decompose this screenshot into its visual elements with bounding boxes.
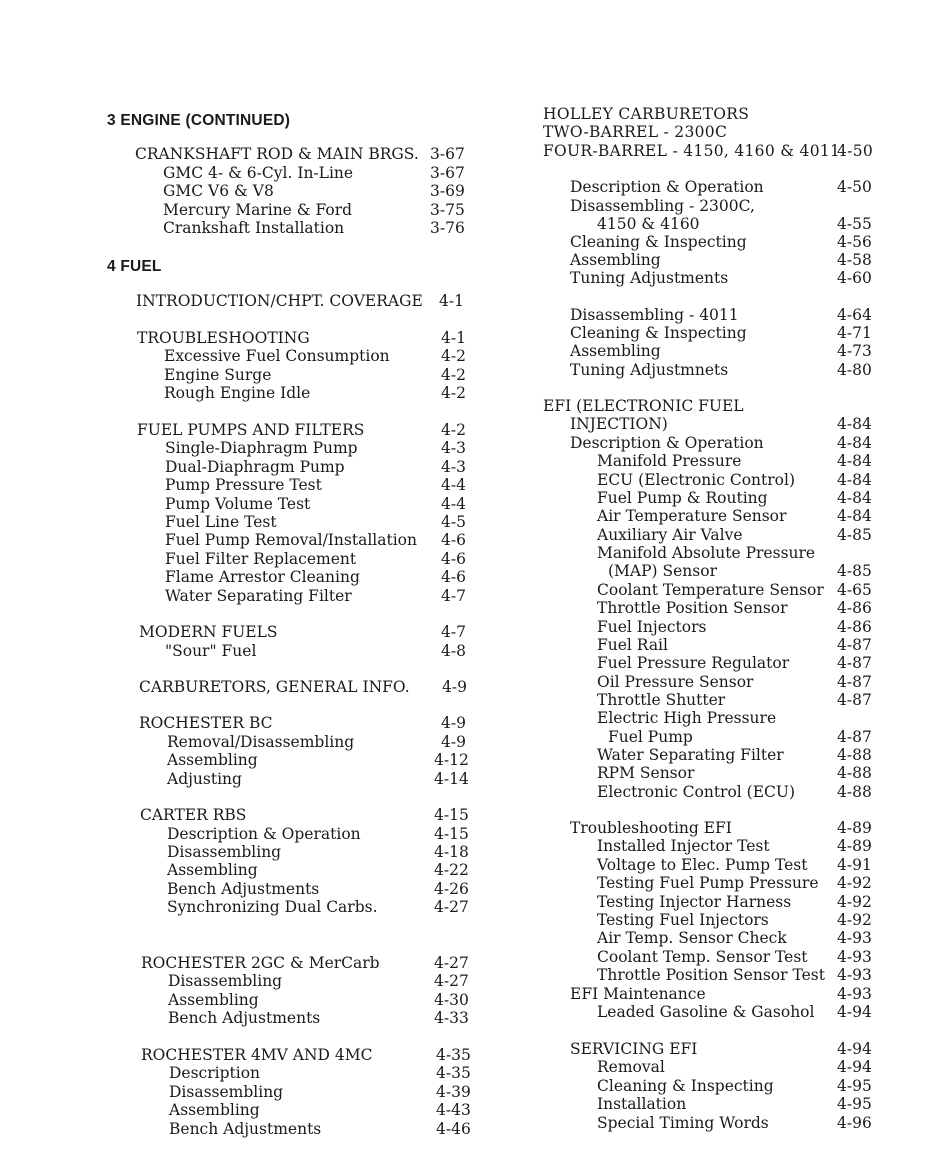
toc-entry — [597, 636, 872, 654]
page-number: 4-55 — [837, 215, 872, 233]
toc-entry — [167, 843, 469, 861]
page-number: 4-6 — [441, 550, 466, 568]
toc-entry — [165, 642, 466, 660]
toc-entry — [597, 929, 872, 947]
entry-title: Assembling — [570, 251, 661, 269]
page-number: 4-85 — [837, 526, 872, 544]
entry-title: Electronic Control (ECU) — [597, 783, 796, 801]
entry-title: 4150 & 4160 — [597, 215, 700, 233]
page-number: 4-9 — [441, 714, 466, 732]
page-number: 4-7 — [441, 587, 466, 605]
page-number: 4-84 — [837, 471, 872, 489]
entry-title: Special Timing Words — [597, 1114, 769, 1132]
entry-title: Removal/Disassembling — [167, 733, 355, 751]
entry-title: Cleaning & Inspecting — [570, 324, 747, 342]
page-number: 4-2 — [441, 366, 466, 384]
toc-entry — [597, 893, 872, 911]
toc-entry — [597, 526, 872, 544]
entry-title: Testing Fuel Injectors — [597, 911, 769, 929]
entry-title: Assembling — [570, 342, 661, 360]
toc-entry — [570, 415, 872, 433]
page-number: 4-1 — [439, 292, 464, 310]
toc-entry — [570, 233, 872, 251]
entry-title: "Sour" Fuel — [165, 642, 257, 660]
entry-title: Troubleshooting EFI — [570, 819, 732, 837]
toc-entry — [570, 361, 872, 379]
page-number: 4-2 — [441, 421, 466, 439]
toc-entry — [167, 880, 469, 898]
page-number: 4-84 — [837, 489, 872, 507]
page-number: 4-94 — [837, 1058, 872, 1076]
entry-title: Fuel Injectors — [597, 618, 707, 636]
toc-entry — [597, 489, 872, 507]
entry-title: Description & Operation — [570, 178, 764, 196]
page-number: 4-5 — [441, 513, 466, 531]
entry-title: Cleaning & Inspecting — [597, 1077, 774, 1095]
toc-entry — [163, 219, 465, 237]
page-number: 4-87 — [837, 728, 872, 746]
page-number: 4-1 — [441, 329, 466, 347]
toc-entry — [597, 618, 872, 636]
page-number: 4-92 — [837, 874, 872, 892]
page-number: 4-65 — [837, 581, 872, 599]
toc-entry — [139, 678, 467, 696]
entry-title: Installation — [597, 1095, 687, 1113]
entry-title: Throttle Position Sensor Test — [597, 966, 825, 984]
page-number: 4-26 — [434, 880, 469, 898]
entry-title: Bench Adjustments — [169, 1120, 322, 1138]
page-number: 3-67 — [430, 164, 465, 182]
entry-title: INTRODUCTION/CHPT. COVERAGE — [136, 292, 423, 310]
toc-entry — [165, 550, 466, 568]
entry-title: Air Temperature Sensor — [597, 507, 787, 525]
toc-entry — [163, 164, 465, 182]
entry-title: Mercury Marine & Ford — [163, 201, 353, 219]
page-number: 4-93 — [837, 985, 872, 1003]
toc-entry — [165, 531, 466, 549]
entry-title: Electric High Pressure — [597, 709, 777, 727]
entry-title: INJECTION) — [570, 415, 668, 433]
entry-title: Assembling — [168, 991, 259, 1009]
page-number: 4-18 — [434, 843, 469, 861]
toc-entry — [168, 972, 469, 990]
toc-entry — [167, 861, 469, 879]
entry-title: Fuel Filter Replacement — [165, 550, 357, 568]
entry-title: Description — [169, 1064, 261, 1082]
entry-title: Coolant Temp. Sensor Test — [597, 948, 808, 966]
entry-title: Fuel Line Test — [165, 513, 277, 531]
toc-entry — [164, 384, 466, 402]
toc-entry — [139, 623, 466, 641]
toc-entry — [165, 458, 466, 476]
entry-title: Throttle Position Sensor — [597, 599, 788, 617]
entry-title: Adjusting — [167, 770, 242, 788]
page-number: 4-6 — [441, 568, 466, 586]
page-number: 4-60 — [837, 269, 872, 287]
page-number: 4-92 — [837, 893, 872, 911]
page-number: 4-33 — [434, 1009, 469, 1027]
page-number: 4-71 — [837, 324, 872, 342]
page-number: 4-12 — [434, 751, 469, 769]
page-number: 4-73 — [837, 342, 872, 360]
page-number: 4-88 — [837, 746, 872, 764]
entry-title: FUEL PUMPS AND FILTERS — [137, 421, 365, 439]
page-number: 3-75 — [430, 201, 465, 219]
toc-entry — [167, 898, 469, 916]
entry-title: Single-Diaphragm Pump — [165, 439, 358, 457]
entry-title: Fuel Pump — [608, 728, 693, 746]
page-number: 4-94 — [837, 1040, 872, 1058]
page-number: 4-91 — [837, 856, 872, 874]
page-number: 4-4 — [441, 495, 466, 513]
entry-title: Cleaning & Inspecting — [570, 233, 747, 251]
toc-entry — [597, 1095, 872, 1113]
toc-entry — [139, 714, 466, 732]
toc-entry — [570, 269, 872, 287]
entry-title: CRANKSHAFT ROD & MAIN BRGS. — [135, 145, 419, 163]
section-heading: TWO-BARREL - 2300C — [543, 123, 728, 141]
page-number: 4-95 — [837, 1095, 872, 1113]
toc-entry — [165, 439, 466, 457]
page-number: 4-43 — [436, 1101, 471, 1119]
page-number: 4-4 — [441, 476, 466, 494]
toc-entry — [570, 1040, 872, 1058]
page-number: 4-87 — [837, 691, 872, 709]
entry-title: Crankshaft Installation — [163, 219, 345, 237]
page-number: 4-27 — [434, 898, 469, 916]
toc-entry — [597, 673, 872, 691]
toc-entry — [169, 1120, 471, 1138]
page-number: 4-93 — [837, 966, 872, 984]
toc-entry — [165, 495, 466, 513]
page-number: 4-39 — [436, 1083, 471, 1101]
entry-title: Engine Surge — [164, 366, 272, 384]
chapter-heading: 3 ENGINE (CONTINUED) — [107, 112, 291, 129]
entry-title: Description & Operation — [570, 434, 764, 452]
page-number: 4-84 — [837, 507, 872, 525]
page-number: 4-93 — [837, 948, 872, 966]
page-number: 4-84 — [837, 452, 872, 470]
entry-title: Testing Injector Harness — [597, 893, 792, 911]
page-number: 4-86 — [837, 618, 872, 636]
entry-title: Fuel Pressure Regulator — [597, 654, 790, 672]
entry-title: Disassembling - 2300C, — [570, 197, 755, 215]
toc-entry — [164, 347, 466, 365]
toc-entry — [570, 324, 872, 342]
page-number: 4-27 — [434, 972, 469, 990]
page-number: 4-35 — [436, 1064, 471, 1082]
toc-entry — [169, 1083, 471, 1101]
page-number: 4-89 — [837, 819, 872, 837]
section-heading: FOUR-BARREL - 4150, 4160 & 4011 — [543, 142, 841, 160]
entry-title: Manifold Absolute Pressure — [597, 544, 816, 562]
entry-title: Assembling — [169, 1101, 260, 1119]
entry-title: Leaded Gasoline & Gasohol — [597, 1003, 815, 1021]
page-number: 4-86 — [837, 599, 872, 617]
toc-entry — [597, 948, 872, 966]
toc-entry — [597, 507, 872, 525]
entry-title: Disassembling — [167, 843, 282, 861]
toc-entry — [168, 1009, 469, 1027]
toc-entry — [163, 201, 465, 219]
entry-title: Assembling — [167, 861, 258, 879]
page-number: 4-15 — [434, 806, 469, 824]
entry-title: EFI (ELECTRONIC FUEL — [543, 397, 744, 415]
page-number: 4-27 — [434, 954, 469, 972]
entry-title: Fuel Pump & Routing — [597, 489, 768, 507]
section-heading: HOLLEY CARBURETORS — [543, 105, 750, 123]
toc-entry — [169, 1101, 471, 1119]
toc-entry — [167, 770, 469, 788]
entry-title: Flame Arrestor Cleaning — [165, 568, 360, 586]
toc-entry — [597, 746, 872, 764]
page-number: 4-2 — [441, 347, 466, 365]
page-number: 4-22 — [434, 861, 469, 879]
toc-entry — [570, 197, 755, 215]
toc-entry — [169, 1064, 471, 1082]
page-number: 4-46 — [436, 1120, 471, 1138]
entry-title: Coolant Temperature Sensor — [597, 581, 824, 599]
toc-entry — [137, 421, 466, 439]
toc-entry — [597, 856, 872, 874]
entry-title: TROUBLESHOOTING — [137, 329, 310, 347]
toc-entry — [597, 654, 872, 672]
toc-entry — [167, 825, 469, 843]
page-number: 4-2 — [441, 384, 466, 402]
toc-entry — [597, 215, 872, 233]
page-number: 4-9 — [441, 733, 466, 751]
entry-title: EFI Maintenance — [570, 985, 706, 1003]
entry-title: Bench Adjustments — [167, 880, 320, 898]
toc-entry — [136, 292, 464, 310]
toc-entry — [597, 1077, 872, 1095]
page-number: 4-9 — [442, 678, 467, 696]
page-number: 4-64 — [837, 306, 872, 324]
toc-entry — [164, 366, 466, 384]
page-number: 4-84 — [837, 415, 872, 433]
toc-entry — [597, 544, 815, 562]
toc-entry — [140, 806, 469, 824]
page-number: 4-14 — [434, 770, 469, 788]
toc-entry — [597, 1003, 872, 1021]
entry-title: CARBURETORS, GENERAL INFO. — [139, 678, 410, 696]
entry-title: RPM Sensor — [597, 764, 695, 782]
page-number: 4-84 — [837, 434, 872, 452]
entry-title: MODERN FUELS — [139, 623, 278, 641]
toc-entry — [167, 751, 469, 769]
page-number: 4-95 — [837, 1077, 872, 1095]
page-number: 3-76 — [430, 219, 465, 237]
toc-entry — [137, 329, 466, 347]
page-number: 4-80 — [837, 361, 872, 379]
page-number: 4-92 — [837, 911, 872, 929]
toc-entry — [608, 728, 872, 746]
entry-title: Auxiliary Air Valve — [597, 526, 743, 544]
entry-title: Disassembling — [168, 972, 283, 990]
page-number: 4-3 — [441, 458, 466, 476]
page-number: 4-89 — [837, 837, 872, 855]
page-number: 4-96 — [837, 1114, 872, 1132]
entry-title: GMC 4- & 6-Cyl. In-Line — [163, 164, 354, 182]
entry-title: Excessive Fuel Consumption — [164, 347, 390, 365]
entry-title: Bench Adjustments — [168, 1009, 321, 1027]
toc-entry — [543, 397, 744, 415]
entry-title: Tuning Adjustmnets — [570, 361, 729, 379]
entry-title: ROCHESTER BC — [139, 714, 273, 732]
toc-entry — [608, 562, 872, 580]
toc-entry — [570, 434, 872, 452]
page-number: 4-50 — [837, 142, 874, 160]
toc-entry — [165, 476, 466, 494]
toc-entry — [570, 178, 872, 196]
page-number: 4-35 — [436, 1046, 471, 1064]
entry-title: ROCHESTER 4MV AND 4MC — [141, 1046, 373, 1064]
entry-title: Air Temp. Sensor Check — [597, 929, 787, 947]
page-number: 4-30 — [434, 991, 469, 1009]
entry-title: Oil Pressure Sensor — [597, 673, 754, 691]
page-number: 4-6 — [441, 531, 466, 549]
entry-title: Pump Volume Test — [165, 495, 311, 513]
entry-title: Description & Operation — [167, 825, 361, 843]
page-number: 4-58 — [837, 251, 872, 269]
toc-entry — [597, 599, 872, 617]
entry-title: ROCHESTER 2GC & MerCarb — [141, 954, 380, 972]
toc-entry — [597, 783, 872, 801]
entry-title: Manifold Pressure — [597, 452, 742, 470]
page-number: 4-85 — [837, 562, 872, 580]
entry-title: SERVICING EFI — [570, 1040, 698, 1058]
entry-title: (MAP) Sensor — [608, 562, 717, 580]
entry-title: Installed Injector Test — [597, 837, 770, 855]
page-number: 3-69 — [430, 182, 465, 200]
entry-title: Assembling — [167, 751, 258, 769]
toc-entry — [570, 251, 872, 269]
entry-title: Throttle Shutter — [597, 691, 726, 709]
toc-entry — [597, 1058, 872, 1076]
toc-entry — [168, 991, 469, 1009]
entry-title: Pump Pressure Test — [165, 476, 322, 494]
toc-entry — [597, 471, 872, 489]
toc-entry — [570, 342, 872, 360]
entry-title: CARTER RBS — [140, 806, 247, 824]
entry-title: Water Separating Filter — [597, 746, 784, 764]
toc-entry — [597, 874, 872, 892]
entry-title: Testing Fuel Pump Pressure — [597, 874, 819, 892]
toc-entry — [597, 1114, 872, 1132]
entry-title: Rough Engine Idle — [164, 384, 311, 402]
toc-entry — [597, 837, 872, 855]
entry-title: Disassembling - 4011 — [570, 306, 739, 324]
toc-entry — [135, 145, 465, 163]
page-number: 4-93 — [837, 929, 872, 947]
entry-title: Synchronizing Dual Carbs. — [167, 898, 378, 916]
entry-title: Dual-Diaphragm Pump — [165, 458, 345, 476]
entry-title: Fuel Pump Removal/Installation — [165, 531, 417, 549]
entry-title: Voltage to Elec. Pump Test — [597, 856, 808, 874]
toc-entry — [165, 513, 466, 531]
toc-entry — [165, 587, 466, 605]
page-number: 4-94 — [837, 1003, 872, 1021]
entry-title: ECU (Electronic Control) — [597, 471, 796, 489]
page-number: 4-88 — [837, 764, 872, 782]
toc-entry — [597, 764, 872, 782]
toc-entry — [597, 691, 872, 709]
toc-entry — [597, 452, 872, 470]
page-number: 4-15 — [434, 825, 469, 843]
entry-title: Tuning Adjustments — [570, 269, 729, 287]
toc-entry — [597, 911, 872, 929]
page-number: 4-87 — [837, 636, 872, 654]
page-number: 4-88 — [837, 783, 872, 801]
page-number: 3-67 — [430, 145, 465, 163]
entry-title: Removal — [597, 1058, 665, 1076]
toc-entry — [570, 306, 872, 324]
chapter-heading: 4 FUEL — [107, 258, 162, 275]
toc-entry — [141, 1046, 471, 1064]
page-number: 4-56 — [837, 233, 872, 251]
toc-entry — [570, 985, 872, 1003]
page-number: 4-50 — [837, 178, 872, 196]
page-number: 4-7 — [441, 623, 466, 641]
entry-title: Fuel Rail — [597, 636, 668, 654]
page-number: 4-87 — [837, 654, 872, 672]
page-number: 4-87 — [837, 673, 872, 691]
entry-title: GMC V6 & V8 — [163, 182, 274, 200]
entry-title: Water Separating Filter — [165, 587, 352, 605]
toc-entry — [163, 182, 465, 200]
toc-entry — [570, 819, 872, 837]
toc-entry — [597, 581, 872, 599]
toc-entry — [167, 733, 466, 751]
toc-entry — [141, 954, 469, 972]
entry-title: Disassembling — [169, 1083, 284, 1101]
toc-entry — [165, 568, 466, 586]
toc-entry — [597, 709, 776, 727]
toc-entry — [597, 966, 872, 984]
page-number: 4-8 — [441, 642, 466, 660]
page-number: 4-3 — [441, 439, 466, 457]
